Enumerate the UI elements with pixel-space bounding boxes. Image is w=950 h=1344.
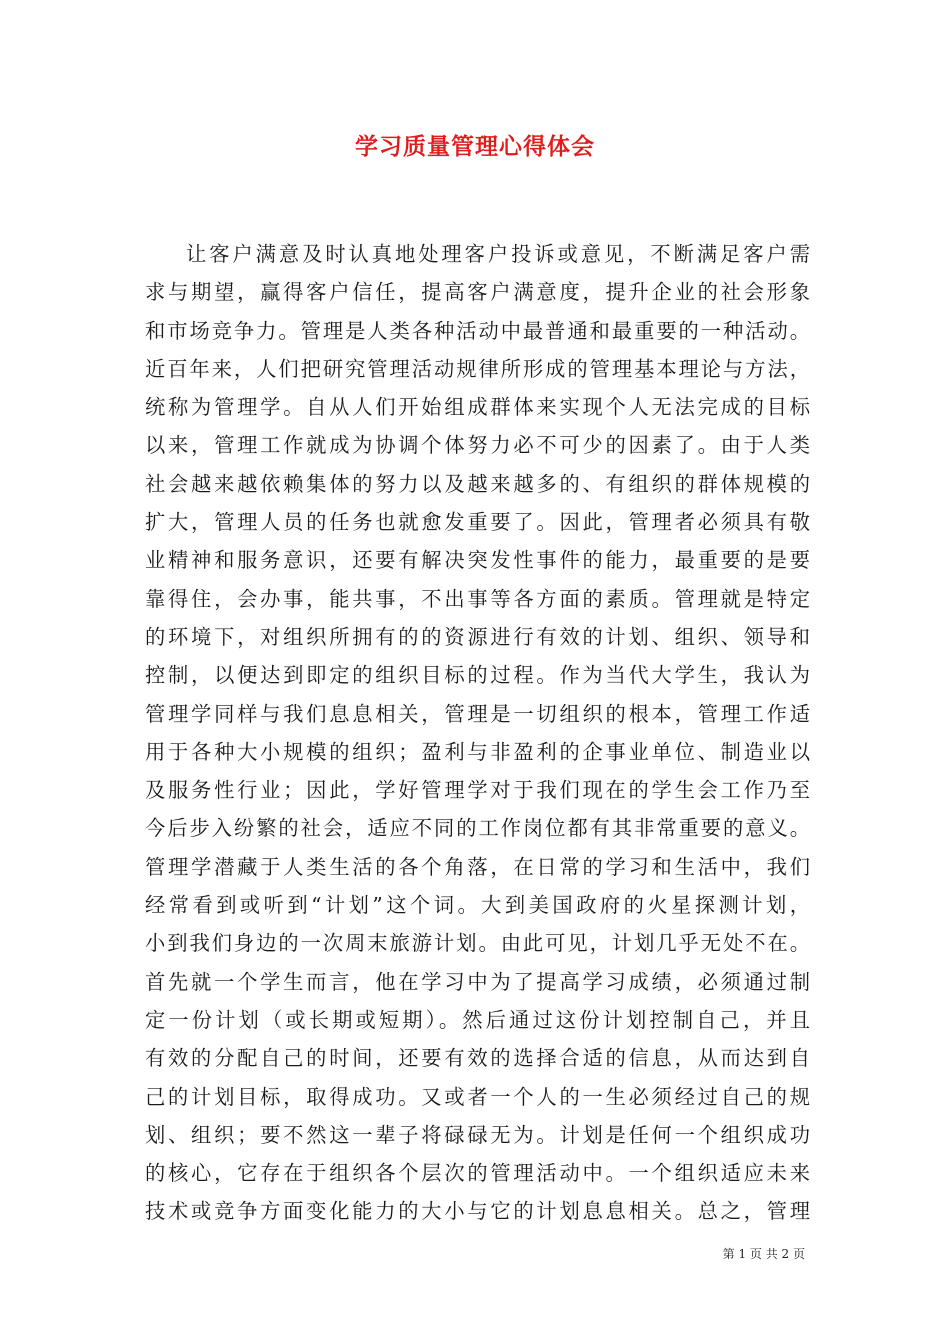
body-line: 经常看到或听到“计划”这个词。大到美国政府的火星探测计划， (145, 893, 810, 918)
body-line: 技术或竞争方面变化能力的大小与它的计划息息相关。总之，管理 (145, 1199, 810, 1224)
body-line: 求与期望，赢得客户信任，提高客户满意度，提升企业的社会形象 (145, 280, 810, 305)
document-body (145, 235, 810, 1231)
document-title: 学习质量管理心得体会 (355, 133, 595, 160)
body-line: 有效的分配自己的时间，还要有效的选择合适的信息，从而达到自 (145, 1046, 810, 1071)
body-line: 首先就一个学生而言，他在学习中为了提高学习成绩，必须通过制 (145, 969, 810, 994)
body-line: 以来，管理工作就成为协调个体努力必不可少的因素了。由于人类 (145, 433, 810, 458)
body-line: 划、组织；要不然这一辈子将碌碌无为。计划是任何一个组织成功 (145, 1122, 810, 1147)
body-line: 及服务性行业；因此，学好管理学对于我们现在的学生会工作乃至 (145, 778, 810, 803)
body-line: 让客户满意及时认真地处理客户投诉或意见，不断满足客户需 (186, 242, 810, 266)
body-line: 扩大，管理人员的任务也就愈发重要了。因此，管理者必须具有敬 (145, 510, 810, 535)
body-line: 定一份计划（或长期或短期）。然后通过这份计划控制自己，并且 (145, 1007, 810, 1032)
body-line: 己的计划目标，取得成功。又或者一个人的一生必须经过自己的规 (145, 1084, 810, 1109)
body-line: 的环境下，对组织所拥有的的资源进行有效的计划、组织、领导和 (145, 624, 810, 649)
body-line: 的核心，它存在于组织各个层次的管理活动中。一个组织适应未来 (145, 1161, 810, 1186)
body-line: 社会越来越依赖集体的努力以及越来越多的、有组织的群体规模的 (145, 471, 810, 496)
page-indicator: 第 1 页 共 2 页 (722, 1247, 805, 1261)
body-line: 用于各种大小规模的组织；盈利与非盈利的企事业单位、制造业以 (145, 739, 810, 764)
body-line: 近百年来，人们把研究管理活动规律所形成的管理基本理论与方法， (145, 356, 810, 381)
body-line: 统称为管理学。自从人们开始组成群体来实现个人无法完成的目标 (145, 395, 810, 420)
body-line: 今后步入纷繁的社会，适应不同的工作岗位都有其非常重要的意义。 (145, 816, 810, 841)
body-line: 管理学同样与我们息息相关，管理是一切组织的根本，管理工作适 (145, 701, 810, 726)
body-line: 控制，以便达到即定的组织目标的过程。作为当代大学生，我认为 (145, 663, 810, 688)
body-line: 小到我们身边的一次周末旅游计划。由此可见，计划几乎无处不在。 (145, 931, 810, 956)
body-line: 业精神和服务意识，还要有解决突发性事件的能力，最重要的是要 (145, 548, 810, 573)
body-line: 靠得住，会办事，能共事，不出事等各方面的素质。管理就是特定 (145, 586, 810, 611)
body-line: 和市场竞争力。管理是人类各种活动中最普通和最重要的一种活动。 (145, 318, 810, 343)
body-line: 管理学潜藏于人类生活的各个角落，在日常的学习和生活中，我们 (145, 854, 810, 879)
